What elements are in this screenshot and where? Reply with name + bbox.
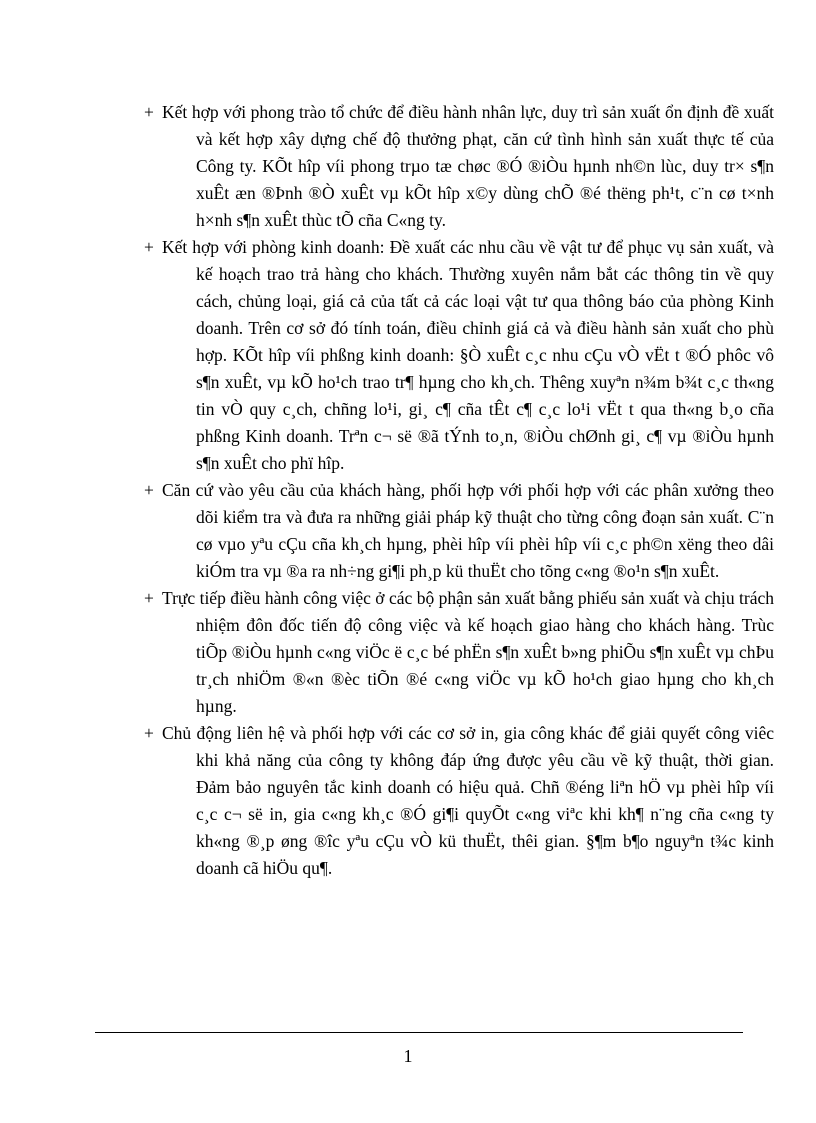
paragraph-text: Kết hợp với phòng kinh doanh: Đề xuất các nhu cầu về vật tư để phục vụ sản xuất, và kế hoạch trao trả hàng cho khách. Thường xuyên nắm bắt các thông tin về quy cách, chủng loại, giá cả của tất cả các loại vật tư qua thông báo của phòng Kinh doanh. Trên cơ sở đó tính toán, điều chỉnh giá cả và điều hành sản xuất cho phù hợp. <box>162 237 774 365</box>
paragraph-2 <box>144 234 774 477</box>
list-item <box>144 585 774 720</box>
paragraph-text: Kết hợp với phong trào tổ chức để điều hành nhân lực, duy trì sản xuất ổn định đề xuất và kết hợp xây dựng chế độ thưởng phạt, căn cứ tình hình sản xuất thực tế của Công ty. <box>162 102 774 176</box>
paragraph-text: Căn cứ vào yêu cầu của khách hàng, phối hợp với phối hợp với các phân xưởng theo dõi kiểm tra và đưa ra những giải pháp kỹ thuật cho từng công đoạn sản xuất. <box>162 480 774 527</box>
bullet-marker: + <box>144 723 154 743</box>
list-item <box>144 477 774 585</box>
list-item <box>144 99 774 234</box>
document-body <box>144 99 774 882</box>
paragraph-text: Chủ động liên hệ và phối hợp với các cơ sở in, gia công khác để giải quyết công viêc khi khả năng của công ty không đáp ứng được yêu cầu về kỹ thuật, thời gian. Đảm bảo nguyên tắc kinh doanh có hiệu quả. <box>162 723 774 797</box>
paragraph-3 <box>144 477 774 585</box>
paragraph-4 <box>144 585 774 720</box>
paragraph-garbled-text: KÕt hîp víi phßng kinh doanh: §Ò xuÊt c¸c nhu cÇu vÒ vËt t ®Ó phôc vô s¶n xuÊt, vµ kÕ ho¹ch trao tr¶ hµng cho kh¸ch. Thêng xuyªn n¾m b¾t c¸c th«ng tin vÒ quy c¸ch, chñng lo¹i, gi¸ c¶ cña tÊt c¶ c¸c lo¹i vËt t qua th«ng b¸o cña phßng Kinh doanh. Trªn c¬ së ®ã tÝnh to¸n, ®iÒu chØnh gi¸ c¶ vµ ®iÒu hµnh s¶n xuÊt cho phï hîp. <box>196 345 775 473</box>
paragraph-1 <box>144 99 774 234</box>
bullet-marker: + <box>144 480 154 500</box>
list-item <box>144 720 774 882</box>
list-item <box>144 234 774 477</box>
paragraph-garbled-text: Trùc tiÕp ®iÒu hµnh c«ng viÖc ë c¸c bé phËn s¶n xuÊt b»ng phiÕu s¶n xuÊt vµ chÞu tr¸ch nhiÖm ®«n ®èc tiÕn ®é c«ng viÖc vµ kÕ ho¹ch giao hµng cho kh¸ch hµng. <box>196 615 775 716</box>
bullet-marker: + <box>144 102 154 122</box>
paragraph-garbled-text: KÕt hîp víi phong trµo tæ chøc ®Ó ®iÒu hµnh nh©n lùc, duy tr× s¶n xuÊt æn ®Þnh ®Ò xuÊt vµ kÕt hîp x©y dùng chÕ ®é thëng ph¹t, c¨n cø t×nh h×nh s¶n xuÊt thùc tÕ cña C«ng ty. <box>196 156 774 230</box>
page-number: 1 <box>403 1046 413 1066</box>
paragraph-5 <box>144 720 774 882</box>
bullet-marker: + <box>144 237 154 257</box>
bullet-marker: + <box>144 588 154 608</box>
footer-divider <box>95 1032 743 1033</box>
paragraph-garbled-text: C¨n cø vµo yªu cÇu cña kh¸ch hµng, phèi hîp víi phèi hîp víi c¸c ph©n xëng theo dâi kiÓm tra vµ ®a ra nh÷ng gi¶i ph¸p kü thuËt cho tõng c«ng ®o¹n s¶n xuÊt. <box>196 507 774 581</box>
paragraph-text: Trực tiếp điều hành công việc ở các bộ phận sản xuất bằng phiếu sản xuất và chịu trách nhiệm đôn đốc tiến độ công việc và kế hoạch giao hàng cho khách hàng. <box>162 588 774 635</box>
paragraph-garbled-text: Chñ ®éng liªn hÖ vµ phèi hîp víi c¸c c¬ së in, gia c«ng kh¸c ®Ó gi¶i quyÕt c«ng viªc khi kh¶ n¨ng cña c«ng ty kh«ng ®¸p øng ®îc yªu cÇu vÒ kü thuËt, thêi gian. §¶m b¶o nguyªn t¾c kinh doanh cã hiÖu qu¶. <box>196 777 774 878</box>
